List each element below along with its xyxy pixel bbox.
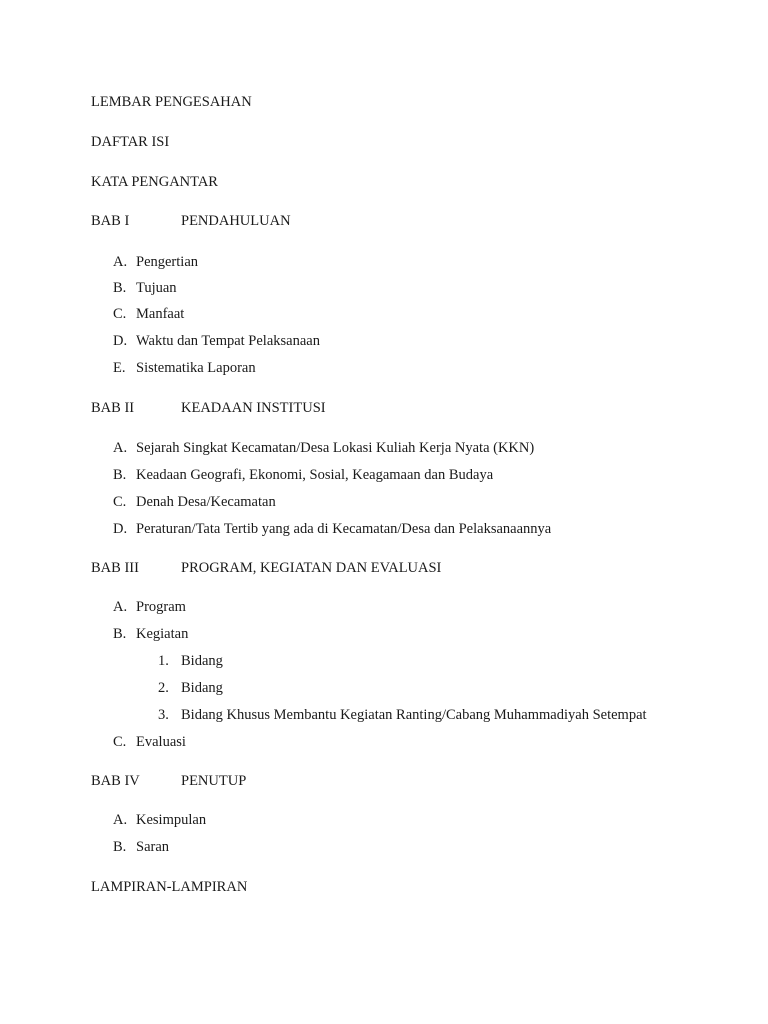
bab2-label: BAB II <box>91 400 135 416</box>
bab1-item-text: Sistematika Laporan <box>136 360 256 376</box>
bab2-item-text: Sejarah Singkat Kecamatan/Desa Lokasi Kuliah Kerja Nyata (KKN) <box>136 440 535 456</box>
bab1-item-text: Tujuan <box>136 280 177 296</box>
bab1-label: BAB I <box>91 213 130 229</box>
bab2-item-text: Peraturan/Tata Tertib yang ada di Kecamatan/Desa dan Pelaksanaannya <box>136 521 552 537</box>
bab1-item-text: Manfaat <box>136 306 185 322</box>
bab3-item-letter: B. <box>113 626 127 642</box>
bab1-title: PENDAHULUAN <box>181 213 291 229</box>
bab1-item-text: Waktu dan Tempat Pelaksanaan <box>136 333 320 349</box>
bab3-subitem-number: 1. <box>158 653 169 669</box>
bab3-item-text: Program <box>136 599 186 615</box>
bab3-item-letter: C. <box>113 734 127 750</box>
bab3-item-letter: A. <box>113 599 128 615</box>
bab3-label: BAB III <box>91 560 139 576</box>
bab4-item-text: Kesimpulan <box>136 812 207 828</box>
bab3-subitem-number: 3. <box>158 707 169 723</box>
toc-lampiran: LAMPIRAN-LAMPIRAN <box>91 879 248 895</box>
toc-lembar-pengesahan: LEMBAR PENGESAHAN <box>91 94 252 110</box>
bab4-label: BAB IV <box>91 773 140 789</box>
bab2-item-text: Keadaan Geografi, Ekonomi, Sosial, Keagamaan dan Budaya <box>136 467 494 483</box>
bab1-item-text: Pengertian <box>136 254 199 270</box>
bab1-item-letter: C. <box>113 306 127 322</box>
bab3-subitem-text: Bidang Khusus Membantu Kegiatan Ranting/Cabang Muhammadiyah Setempat <box>181 707 647 723</box>
toc-daftar-isi: DAFTAR ISI <box>91 134 170 150</box>
bab2-item-letter: D. <box>113 521 128 537</box>
toc-kata-pengantar: KATA PENGANTAR <box>91 174 218 190</box>
bab2-item-letter: C. <box>113 494 127 510</box>
bab4-item-letter: B. <box>113 839 127 855</box>
bab3-subitem-text: Bidang <box>181 680 223 696</box>
bab3-subitem-text: Bidang <box>181 653 223 669</box>
bab2-item-text: Denah Desa/Kecamatan <box>136 494 276 510</box>
bab2-item-letter: A. <box>113 440 128 456</box>
bab1-item-letter: E. <box>113 360 126 376</box>
bab3-item-text: Kegiatan <box>136 626 189 642</box>
bab2-title: KEADAAN INSTITUSI <box>181 400 326 416</box>
bab3-subitem-number: 2. <box>158 680 169 696</box>
bab4-item-letter: A. <box>113 812 128 828</box>
bab3-title: PROGRAM, KEGIATAN DAN EVALUASI <box>181 560 442 576</box>
bab1-item-letter: B. <box>113 280 127 296</box>
bab4-title: PENUTUP <box>181 773 247 789</box>
bab1-item-letter: D. <box>113 333 128 349</box>
bab1-item-letter: A. <box>113 254 128 270</box>
bab4-item-text: Saran <box>136 839 170 855</box>
bab3-item-text: Evaluasi <box>136 734 186 750</box>
bab2-item-letter: B. <box>113 467 127 483</box>
